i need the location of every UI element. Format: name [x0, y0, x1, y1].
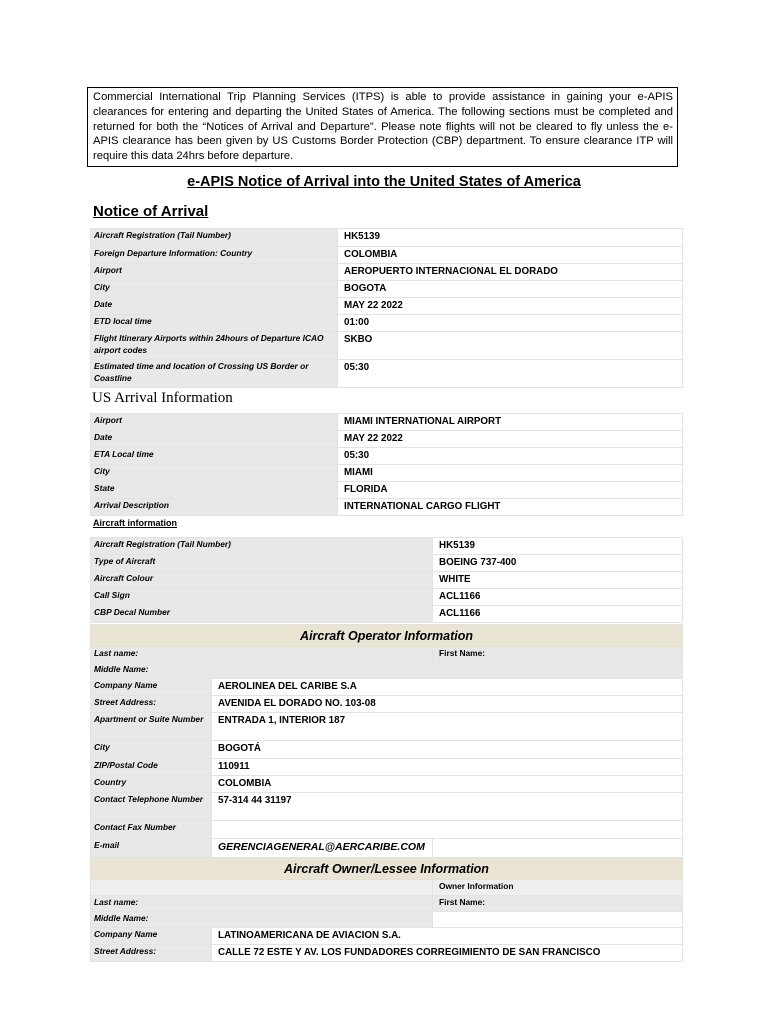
table-row — [91, 332, 683, 360]
field-value: MIAMI — [338, 465, 683, 482]
field-value: BOEING 737-400 — [433, 555, 683, 572]
field-value: AVENIDA EL DORADO NO. 103-08 — [212, 696, 683, 713]
table-row — [91, 880, 683, 896]
field-label: ETD local time — [91, 315, 338, 332]
field-label: Aircraft Registration (Tail Number) — [91, 229, 338, 247]
field-value: LATINOAMERICANA DE AVIACION S.A. — [212, 928, 683, 945]
field-label: Country — [91, 776, 212, 793]
blank-cell — [91, 880, 433, 896]
table-row — [91, 896, 683, 912]
field-value: ACL1166 — [433, 589, 683, 606]
last-name-label: Last name: — [91, 647, 433, 663]
us-arrival-heading: US Arrival Information — [92, 390, 233, 406]
first-name-label: First Name: — [433, 647, 683, 663]
table-row — [91, 414, 683, 431]
table-row — [91, 663, 683, 679]
table-row — [91, 572, 683, 589]
field-value: WHITE — [433, 572, 683, 589]
table-row — [91, 482, 683, 499]
table-row — [91, 448, 683, 465]
table-row — [91, 821, 683, 839]
field-label: Aircraft Registration (Tail Number) — [91, 538, 433, 555]
table-row — [91, 759, 683, 776]
section-header-row — [91, 625, 683, 647]
field-value: HK5139 — [338, 229, 683, 247]
table-row — [91, 776, 683, 793]
table-row — [91, 264, 683, 281]
field-value: 110911 — [212, 759, 683, 776]
field-label: Contact Telephone Number — [91, 793, 212, 821]
table-row — [91, 793, 683, 821]
field-value: HK5139 — [433, 538, 683, 555]
owner-information-label: Owner Information — [433, 880, 683, 896]
blank-cell — [433, 912, 683, 928]
table-row — [91, 281, 683, 298]
field-value: COLOMBIA — [338, 247, 683, 264]
field-label: Type of Aircraft — [91, 555, 433, 572]
us-arrival-table — [90, 413, 683, 516]
field-label: Estimated time and location of Crossing US Border or Coastline — [91, 360, 338, 388]
field-label: ZIP/Postal Code — [91, 759, 212, 776]
first-name-label: First Name: — [433, 896, 683, 912]
table-row — [91, 229, 683, 247]
intro-paragraph: Commercial International Trip Planning Services (ITPS) is able to provide assistance in gaining your e-APIS clearances for entering and departing the United States of America. The following sections must be completed and returned for both the “Notices of Arrival and Departure”. Please note flights will not be cleared to fly unless the e-APIS clearance has been given by US Customs Border Protection (CBP) department. To ensure clearance ITP will require this data 24hrs before departure. — [87, 87, 678, 167]
field-value: AEROLINEA DEL CARIBE S.A — [212, 679, 683, 696]
field-value: BOGOTA — [338, 281, 683, 298]
section-header-row — [91, 858, 683, 880]
field-value: MAY 22 2022 — [338, 431, 683, 448]
operator-section-title: Aircraft Operator Information — [91, 625, 683, 647]
field-label: Date — [91, 298, 338, 315]
email-value: GERENCIAGENERAL@AERCARIBE.COM — [212, 839, 433, 859]
table-row — [91, 431, 683, 448]
field-value: SKBO — [338, 332, 683, 360]
field-label: Aircraft Colour — [91, 572, 433, 589]
notice-of-arrival-heading: Notice of Arrival — [93, 203, 209, 220]
table-row — [91, 839, 683, 859]
field-label: Flight Itinerary Airports within 24hours of Departure ICAO airport codes — [91, 332, 338, 360]
field-value: CALLE 72 ESTE Y AV. LOS FUNDADORES CORREGIMIENTO DE SAN FRANCISCO — [212, 945, 683, 962]
table-row — [91, 360, 683, 388]
aircraft-information-heading: Aircraft information — [93, 518, 178, 528]
field-value: 05:30 — [338, 360, 683, 388]
table-row — [91, 589, 683, 606]
field-label: Airport — [91, 414, 338, 431]
table-row — [91, 606, 683, 623]
field-label: Apartment or Suite Number — [91, 713, 212, 741]
field-label: Date — [91, 431, 338, 448]
table-row — [91, 945, 683, 962]
table-row — [91, 465, 683, 482]
middle-name-label: Middle Name: — [91, 912, 433, 928]
field-label: City — [91, 741, 212, 759]
notice-of-arrival-table — [90, 228, 683, 388]
field-label: Airport — [91, 264, 338, 281]
operator-information-table — [90, 624, 683, 859]
field-label: CBP Decal Number — [91, 606, 433, 623]
last-name-label: Last name: — [91, 896, 433, 912]
page-title: e-APIS Notice of Arrival into the United States of America — [187, 174, 581, 190]
middle-name-label: Middle Name: — [91, 663, 683, 679]
table-row — [91, 555, 683, 572]
field-label: Arrival Description — [91, 499, 338, 516]
field-value — [212, 821, 683, 839]
field-value: 05:30 — [338, 448, 683, 465]
field-value: ACL1166 — [433, 606, 683, 623]
table-row — [91, 647, 683, 663]
field-value: 01:00 — [338, 315, 683, 332]
field-value: ENTRADA 1, INTERIOR 187 — [212, 713, 683, 741]
owner-information-table — [90, 857, 683, 962]
field-value: FLORIDA — [338, 482, 683, 499]
blank-cell — [433, 839, 683, 859]
field-value: MIAMI INTERNATIONAL AIRPORT — [338, 414, 683, 431]
email-label: E-mail — [91, 839, 212, 859]
owner-section-title: Aircraft Owner/Lessee Information — [91, 858, 683, 880]
field-value: AEROPUERTO INTERNACIONAL EL DORADO — [338, 264, 683, 281]
field-label: Street Address: — [91, 696, 212, 713]
field-label: Street Address: — [91, 945, 212, 962]
table-row — [91, 499, 683, 516]
field-label: Call Sign — [91, 589, 433, 606]
table-row — [91, 713, 683, 741]
aircraft-information-table — [90, 537, 683, 623]
table-row — [91, 247, 683, 264]
field-label: Company Name — [91, 928, 212, 945]
table-row — [91, 741, 683, 759]
field-label: City — [91, 465, 338, 482]
field-value: 57-314 44 31197 — [212, 793, 683, 821]
table-row — [91, 538, 683, 555]
table-row — [91, 679, 683, 696]
table-row — [91, 315, 683, 332]
table-row — [91, 928, 683, 945]
field-value: COLOMBIA — [212, 776, 683, 793]
field-label: ETA Local time — [91, 448, 338, 465]
table-row — [91, 696, 683, 713]
field-label: Company Name — [91, 679, 212, 696]
table-row — [91, 298, 683, 315]
field-value: MAY 22 2022 — [338, 298, 683, 315]
field-label: City — [91, 281, 338, 298]
field-label: Contact Fax Number — [91, 821, 212, 839]
table-row — [91, 912, 683, 928]
field-label: State — [91, 482, 338, 499]
field-value: BOGOTÁ — [212, 741, 683, 759]
field-value: INTERNATIONAL CARGO FLIGHT — [338, 499, 683, 516]
field-label: Foreign Departure Information: Country — [91, 247, 338, 264]
